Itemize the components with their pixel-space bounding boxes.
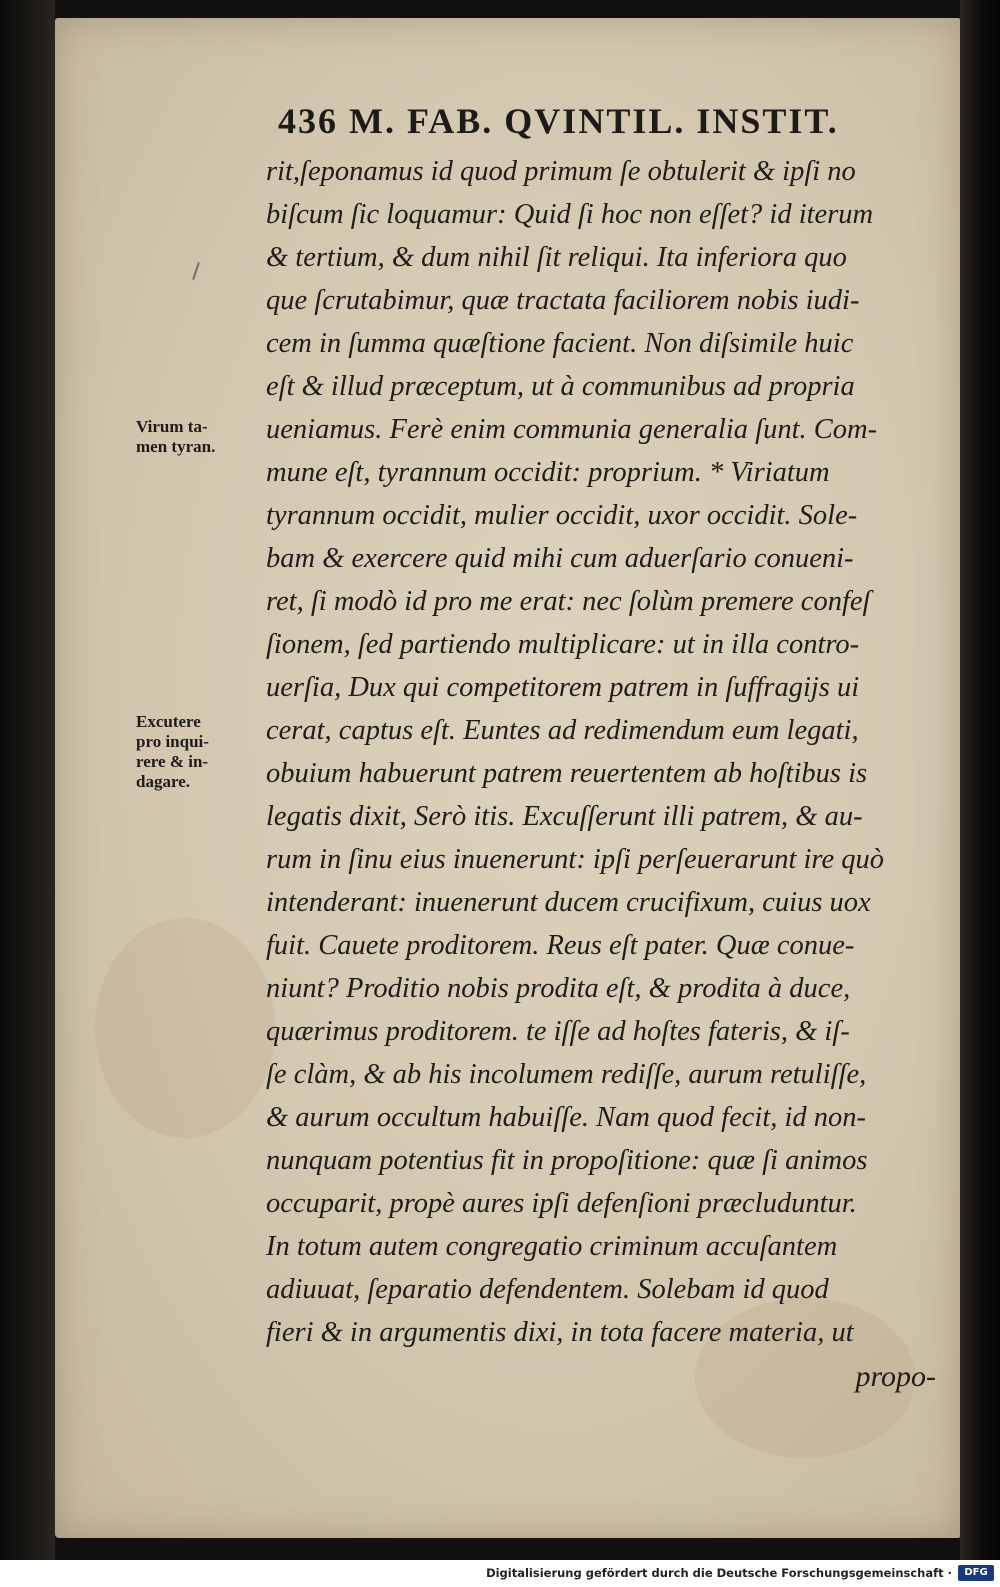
catchword: propo-: [855, 1360, 936, 1393]
margin-note-excutere: [136, 712, 209, 792]
left-bleed-edge: [0, 0, 55, 1560]
main-text: [266, 150, 938, 1354]
page-stain: [95, 918, 275, 1138]
text-line: cerat, captus eſt. Euntes ad redimendum eum legati,: [266, 715, 859, 746]
margin-note-line: rere & in-: [136, 752, 209, 771]
text-line: ueniamus. Ferè enim communia generalia ſunt. Com-: [266, 414, 878, 445]
text-line: & tertium, & dum nihil ſit reliqui. Ita inferiora quo: [266, 242, 847, 273]
text-line: ſe clàm, & ab his incolumem rediſſe, aurum retuliſſe,: [266, 1059, 867, 1090]
running-header: 436 M. FAB. QVINTIL. INSTIT.: [278, 101, 839, 141]
text-line: obuium habuerunt patrem reuertentem ab hoſtibus is: [266, 758, 868, 789]
text-line: fieri & in argumentis dixi, in tota facere materia, ut: [266, 1317, 854, 1348]
text-line: niunt? Proditio nobis prodita eſt, & prodita à duce,: [266, 973, 851, 1004]
margin-note-line: men tyran.: [136, 437, 216, 456]
margin-note-line: Virum ta-: [136, 417, 208, 436]
right-gutter: [960, 0, 1000, 1560]
text-line: mune eſt, tyrannum occidit: proprium. * Viriatum: [266, 457, 830, 488]
text-line: legatis dixit, Serò itis. Excuſſerunt illi patrem, & au-: [266, 801, 863, 832]
text-line: uerſia, Dux qui competitorem patrem in ſuffragijs ui: [266, 672, 860, 703]
text-line: rum in ſinu eius inuenerunt: ipſi perſeuerarunt ire quò: [266, 844, 884, 875]
text-line: quærimus proditorem. te iſſe ad hoſtes fateris, & iſ-: [266, 1016, 850, 1047]
text-line: occuparit, propè aures ipſi defenſioni præcluduntur.: [266, 1188, 857, 1219]
text-line: rit,ſeponamus id quod primum ſe obtulerit & ipſi no: [266, 156, 856, 187]
margin-note-line: dagare.: [136, 772, 190, 791]
text-line: intenderant: inuenerunt ducem crucifixum, cuius uox: [266, 887, 871, 918]
text-line: cem in ſumma quæſtione facient. Non diſsimile huic: [266, 328, 854, 359]
text-line: adiuuat, ſeparatio defendentem. Solebam id quod: [266, 1274, 829, 1305]
margin-note-tyrannus: [136, 417, 215, 457]
dfg-logo: DFG: [958, 1565, 994, 1581]
text-line: & aurum occultum habuiſſe. Nam quod fecit, id non-: [266, 1102, 867, 1133]
text-line: ret, ſi modò id pro me erat: nec ſolùm premere confeſ: [266, 586, 871, 617]
text-line: ſionem, ſed partiendo multiplicare: ut in illa contro-: [266, 629, 860, 660]
text-line: tyrannum occidit, mulier occidit, uxor occidit. Sole-: [266, 500, 858, 531]
margin-note-line: Excutere: [136, 712, 201, 731]
footer-credit: Digitalisierung gefördert durch die Deutsche Forschungsgemeinschaft ·: [486, 1566, 952, 1580]
text-line: que ſcrutabimur, quæ tractata faciliorem nobis iudi-: [266, 285, 860, 316]
text-line: bam & exercere quid mihi cum aduerſario conueni-: [266, 543, 854, 574]
text-line: In totum autem congregatio criminum accuſantem: [266, 1231, 838, 1262]
text-line: fuit. Cauete proditorem. Reus eſt pater. Quæ conue-: [266, 930, 855, 961]
margin-note-line: pro inqui-: [136, 732, 209, 751]
text-line: nunquam potentius fit in propoſitione: quæ ſi animos: [266, 1145, 868, 1176]
text-line: biſcum ſic loquamur: Quid ſi hoc non eſſet? id iterum: [266, 199, 874, 230]
digitization-footer: [0, 1560, 1000, 1587]
text-line: eſt & illud præceptum, ut à communibus ad propria: [266, 371, 855, 402]
